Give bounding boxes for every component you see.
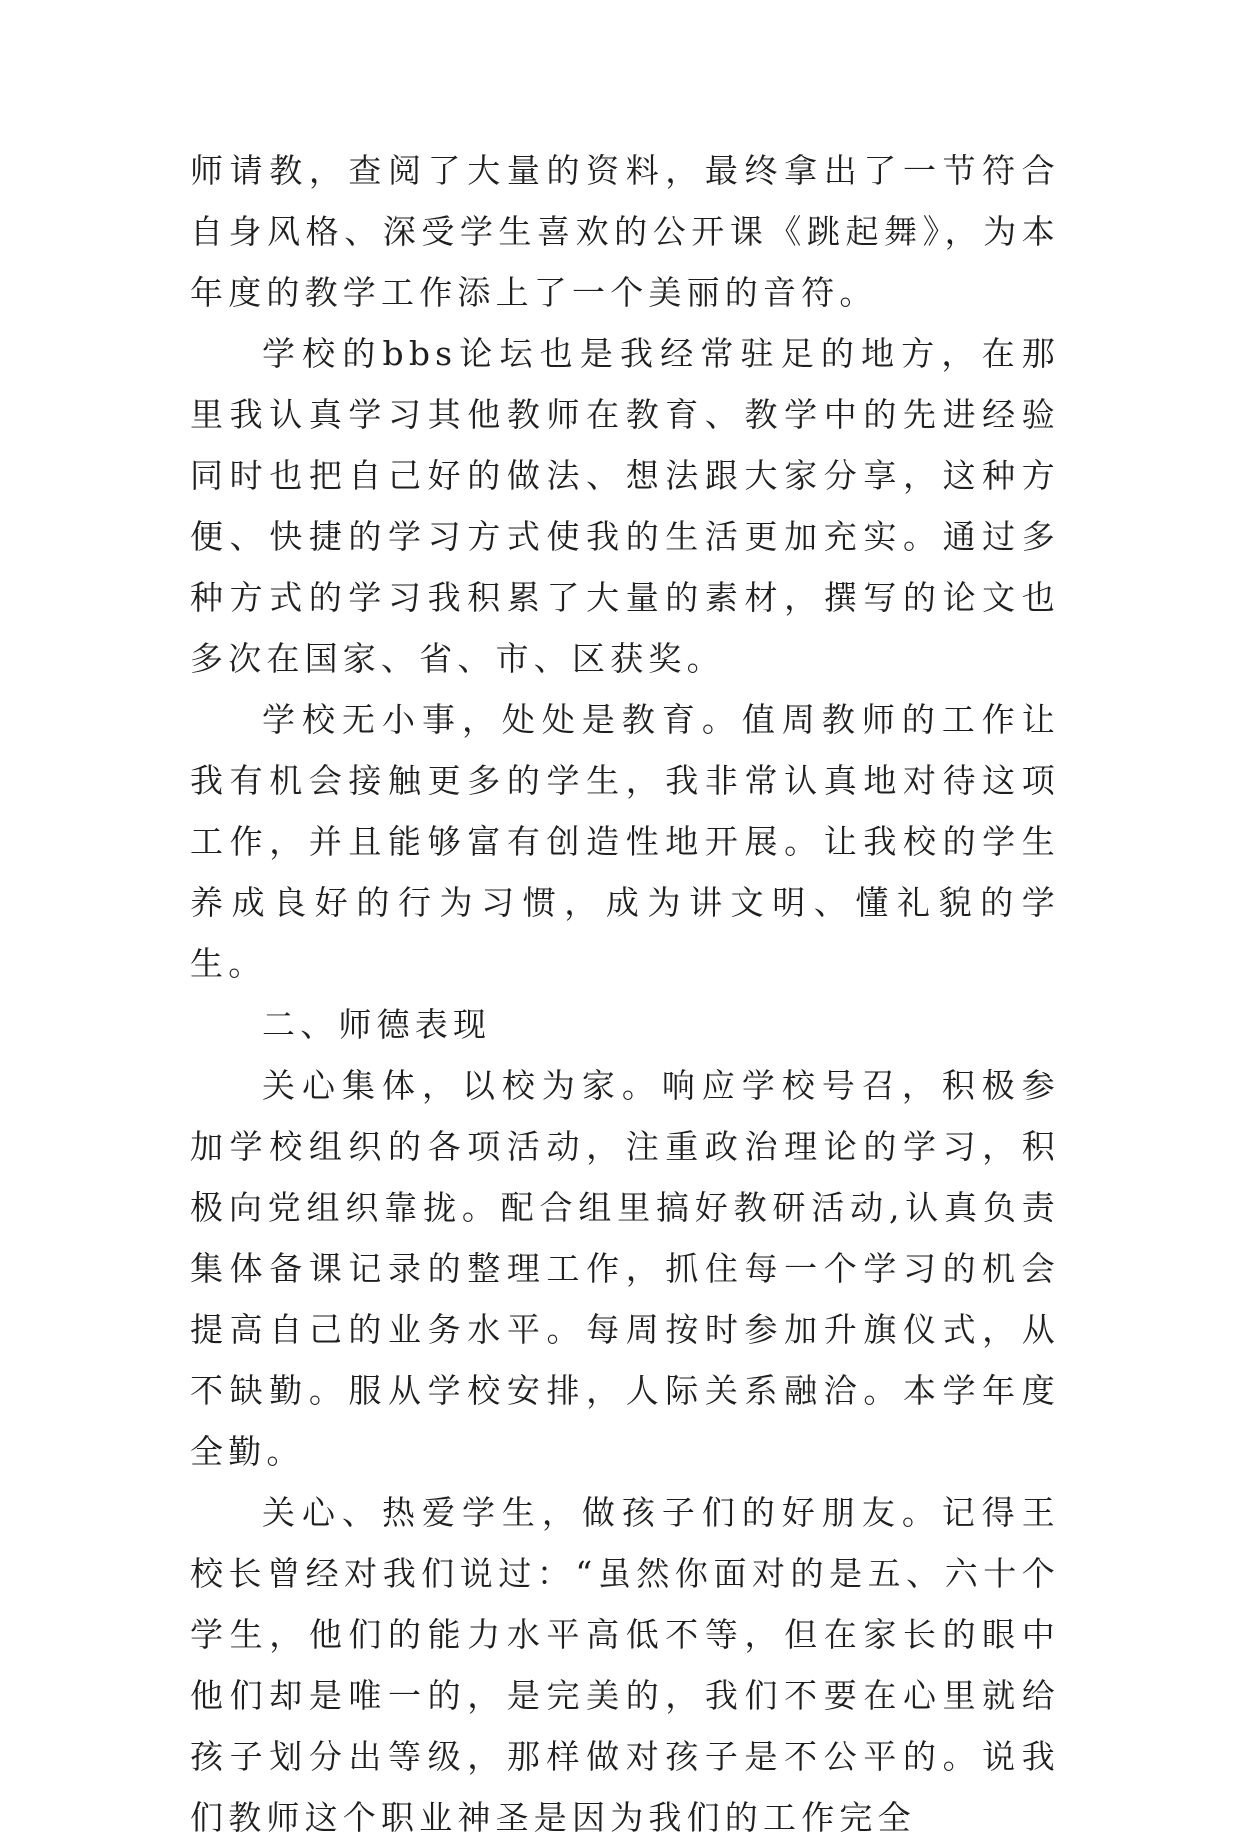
document-body bbox=[190, 140, 1060, 1848]
paragraph-continuation: 师请教，查阅了大量的资料，最终拿出了一节符合自身风格、深受学生喜欢的公开课《跳起舞》，为本年度的教学工作添上了一个美丽的音符。 bbox=[190, 151, 1060, 312]
paragraph-care-collective: 关心集体，以校为家。响应学校号召，积极参加学校组织的各项活动，注重政治理论的学习，积极向党组织靠拢。配合组里搞好教研活动,认真负责集体备课记录的整理工作，抓住每一个学习的机会提高自己的业务水平。每周按时参加升旗仪式，从不缺勤。服从学校安排，人际关系融洽。本学年度全勤。 bbox=[190, 1066, 1060, 1471]
section-heading-teacher-ethics: 二、师德表现 bbox=[262, 1005, 492, 1044]
paragraph-bbs-forum: 学校的bbs论坛也是我经常驻足的地方，在那里我认真学习其他教师在教育、教学中的先进经验同时也把自己好的做法、想法跟大家分享，这种方便、快捷的学习方式使我的生活更加充实。通过多种方式的学习我积累了大量的素材，撰写的论文也多次在国家、省、市、区获奖。 bbox=[190, 334, 1060, 678]
paragraph-care-students: 关心、热爱学生，做孩子们的好朋友。记得王校长曾经对我们说过：“虽然你面对的是五、六十个学生，他们的能力水平高低不等，但在家长的眼中他们却是唯一的，是完美的，我们不要在心里就给孩子划分出等级，那样做对孩子是不公平的。说我们教师这个职业神圣是因为我们的工作完全 bbox=[190, 1493, 1060, 1837]
paragraph-duty-teacher: 学校无小事，处处是教育。值周教师的工作让我有机会接触更多的学生，我非常认真地对待这项工作，并且能够富有创造性地开展。让我校的学生养成良好的行为习惯，成为讲文明、懂礼貌的学生。 bbox=[190, 700, 1060, 983]
